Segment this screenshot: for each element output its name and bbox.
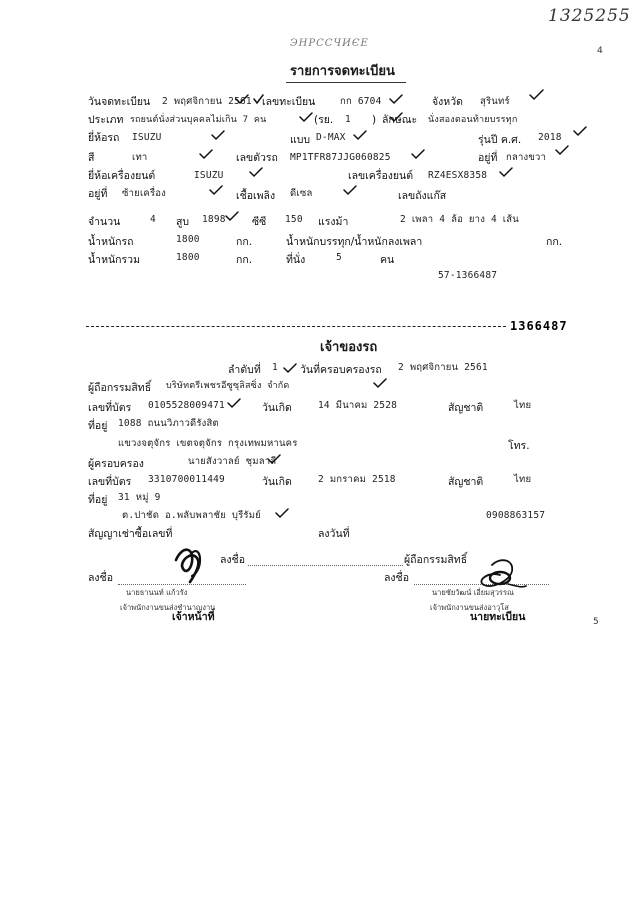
holder-birth-label: วันเกิด (262, 402, 292, 414)
year-label: รุ่นปี ค.ศ. (478, 134, 522, 146)
style-label: ลักษณะ (382, 114, 418, 126)
left-signer-position: เจ้าพนักงานขนส่งชำนาญงาน (120, 603, 216, 612)
right-sign-label: ลงชื่อ (384, 572, 409, 584)
holder-address-value: 1088 ถนนวิภาวดีรังสิต (118, 418, 219, 429)
holder-nationality-value: ไทย (514, 400, 532, 411)
possessor-value: นายสังวาลย์ ชุมลาลี (188, 456, 277, 467)
engine-brand-label: ยี่ห้อเครื่องยนต์ (88, 170, 156, 182)
plate-label: เลขทะเบียน (262, 96, 316, 108)
gross-weight-label: น้ำหนักรวม (88, 254, 140, 266)
check-mark-icon (210, 186, 222, 194)
style-value: นั่งสองตอนท้ายบรรทุก (428, 115, 518, 125)
possessor-birth-label: วันเกิด (262, 476, 292, 488)
check-mark-icon (284, 364, 296, 372)
cc-label: ซีซี (252, 216, 267, 228)
possession-date-value: 2 พฤศจิกายน 2561 (398, 362, 488, 373)
check-mark-icon (276, 509, 288, 517)
engine-number-label: เลขเครื่องยนต์ (348, 170, 414, 182)
middle-sign-label: ลงชื่อ (220, 554, 245, 566)
corner-number: 1325255 (548, 6, 631, 26)
holder-value: บริษัทตรีเพชรอีซูซุลิสซิ่ง จำกัด (166, 381, 290, 391)
brand-value: ISUZU (132, 132, 162, 143)
gross-weight-unit: กก. (236, 254, 253, 266)
color-label: สี (88, 152, 95, 164)
holder-id-label: เลขที่บัตร (88, 402, 132, 414)
stamp-text: ЭНРССЧИЄЕ (290, 38, 369, 49)
left-signer-name: นายธานนท์ แก้วรัง (126, 588, 188, 597)
check-mark-icon (226, 212, 238, 220)
right-signature (490, 572, 510, 584)
possessor-id-value: 3310700011449 (148, 474, 225, 485)
seat-unit: คน (380, 254, 395, 266)
fuel-value: ดีเซล (290, 188, 313, 199)
engine-location-label: อยู่ที่ (88, 188, 108, 200)
province-label: จังหวัด (432, 96, 463, 108)
engine-location-value: ซ้ายเครื่อง (122, 188, 166, 199)
hp-value: 150 (285, 214, 303, 225)
registration-date-label: วันจดทะเบียน (88, 96, 151, 108)
engine-brand-value: ISUZU (194, 170, 224, 181)
title-underline (286, 82, 406, 83)
plate-value: กก 6704 (340, 96, 382, 107)
seat-value: 5 (336, 252, 342, 263)
model-value: D-MAX (316, 132, 346, 143)
color-value: เทา (132, 152, 148, 163)
rye-close: ) (372, 114, 377, 126)
province-value: สุรินทร์ (480, 96, 510, 107)
brand-label: ยี่ห้อรถ (88, 132, 120, 144)
weight-label: น้ำหนักรถ (88, 236, 134, 248)
count-label: จำนวน (88, 216, 121, 228)
type-value: รถยนต์นั่งส่วนบุคคลไม่เกิน 7 คน (130, 115, 267, 125)
possessor-birth-value: 2 มกราคม 2518 (318, 474, 396, 485)
holder-label: ผู้ถือกรรมสิทธิ์ (88, 382, 152, 394)
possessor-phone-value: 0908863157 (486, 510, 546, 521)
right-signer-position: เจ้าพนักงานขนส่งอาวุโส (430, 603, 509, 612)
check-mark-icon (344, 186, 356, 194)
middle-sign-line (248, 565, 403, 566)
chassis-value: MP1TFR87JJG060825 (290, 152, 391, 163)
chassis-label: เลขตัวรถ (236, 152, 278, 164)
order-value: 1 (272, 362, 278, 373)
possession-date-label: วันที่ครอบครองรถ (300, 364, 382, 376)
type-label: ประเภท (88, 114, 124, 126)
check-mark-icon (212, 131, 224, 139)
right-sign-line (414, 584, 549, 585)
fuel-label: เชื้อเพลิง (236, 190, 276, 202)
registration-title: รายการจดทะเบียน (290, 64, 395, 79)
possessor-nationality-label: สัญชาติ (448, 476, 484, 488)
rye-value: 1 (345, 114, 351, 125)
chassis-location-value: กลางขวา (506, 152, 547, 163)
chassis-location-label: อยู่ที่ (478, 152, 498, 164)
document-number: 57-1366487 (438, 270, 498, 281)
axle-value: 2 เพลา 4 ล้อ ยาง 4 เส้น (400, 214, 519, 225)
possessor-label: ผู้ครอบครอง (88, 458, 144, 470)
holder-nationality-label: สัญชาติ (448, 402, 484, 414)
contract-date-label: ลงวันที่ (318, 528, 350, 540)
left-signer-title: เจ้าหน้าที่ (172, 611, 215, 623)
check-mark-icon (228, 399, 240, 407)
check-mark-icon (530, 90, 543, 99)
engine-number-value: RZ4ESX8358 (428, 170, 488, 181)
check-mark-icon (354, 131, 366, 139)
check-mark-icon (390, 95, 402, 103)
cylinder-label: สูบ (176, 216, 190, 228)
seat-label: ที่นั่ง (286, 254, 306, 266)
check-mark-icon (500, 168, 512, 176)
possessor-nationality-value: ไทย (514, 474, 532, 485)
holder-sign-label: ผู้ถือกรรมสิทธิ์ (404, 554, 468, 566)
tear-strip-line (86, 326, 506, 327)
load-label: น้ำหนักบรรทุก/น้ำหนักลงเพลา (286, 236, 423, 248)
holder-phone-label: โทร. (508, 440, 530, 452)
contract-label: สัญญาเช่าซื้อเลขที่ (88, 528, 173, 540)
holder-id-value: 0105528009471 (148, 400, 225, 411)
right-signer-title: นายทะเบียน (470, 611, 526, 623)
holder-birth-value: 14 มีนาคม 2528 (318, 400, 398, 411)
cc-value: 1898 (202, 214, 226, 225)
possessor-address-label: ที่อยู่ (88, 494, 108, 506)
order-label: ลำดับที่ (228, 364, 261, 376)
gas-tank-label: เลขถังแก๊ส (398, 190, 447, 202)
registration-date-value: 2 พฤศจิกายน 2561 (162, 96, 252, 107)
model-label: แบบ (290, 134, 311, 146)
check-mark-icon (574, 127, 586, 135)
owner-title: เจ้าของรถ (320, 340, 378, 355)
check-mark-icon (374, 379, 386, 387)
left-sign-label: ลงชื่อ (88, 572, 113, 584)
page-marker-bottom: 5 (593, 617, 599, 627)
possessor-address-value: 31 หมู่ 9 (118, 492, 161, 503)
possessor-id-label: เลขที่บัตร (88, 476, 132, 488)
left-sign-line (118, 584, 246, 585)
strip-number: 1366487 (510, 319, 568, 333)
load-unit: กก. (546, 236, 563, 248)
page-marker-top: 4 (597, 46, 603, 56)
right-signer-name: นายชัยวัฒน์ เอี่ยมสุวรรณ (432, 588, 514, 597)
check-mark-icon (412, 150, 424, 158)
possessor-address-line2: ต.ปาชัด อ.พลับพลาชัย บุรีรัมย์ (122, 510, 261, 521)
check-mark-icon (300, 113, 312, 121)
weight-value: 1800 (176, 234, 200, 245)
rye-label: (รย. (314, 114, 334, 126)
check-mark-icon (556, 146, 568, 154)
check-mark-icon (250, 168, 262, 176)
gross-weight-value: 1800 (176, 252, 200, 263)
holder-address-label: ที่อยู่ (88, 420, 108, 432)
hp-label: แรงม้า (318, 216, 349, 228)
left-signature (176, 550, 198, 582)
weight-unit: กก. (236, 236, 253, 248)
year-value: 2018 (538, 132, 562, 143)
check-mark-icon (200, 150, 212, 158)
count-value: 4 (150, 214, 156, 225)
holder-address-line2: แขวงจตุจักร เขตจตุจักร กรุงเทพมหานคร (118, 438, 298, 449)
